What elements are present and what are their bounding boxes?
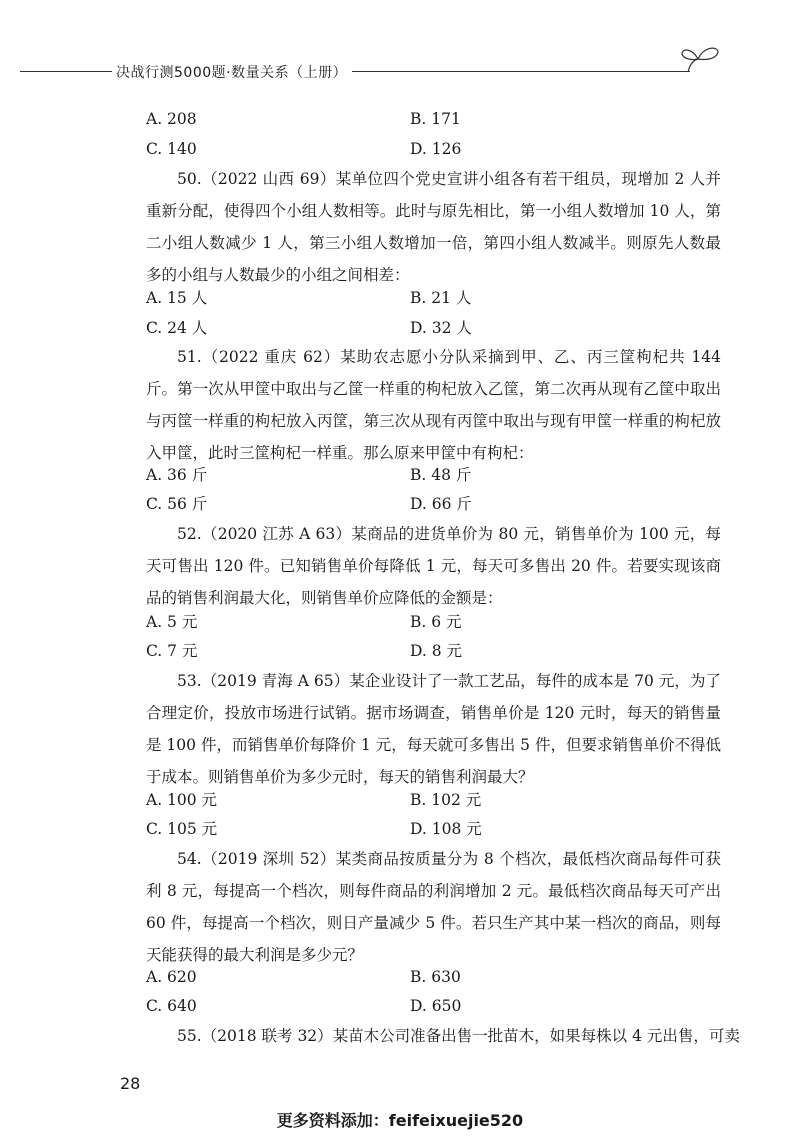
q52-option-a: A. 5 元 [146,613,198,631]
q53-option-c: C. 105 元 [146,820,218,838]
q54-option-c: C. 640 [146,997,197,1015]
q51-option-d: D. 66 斤 [410,495,472,513]
question-51: 51.（2022 重庆 62）某助农志愿小分队采摘到甲、乙、丙三筐枸杞共 144 斤。第一次从甲筐中取出与乙筐一样重的枸杞放入乙筐，第二次再从现有乙筐中取出与丙筐一样重的枸杞放入丙筐，第三次从现有丙筐中取出与现有甲筐一样重的枸杞放入甲筐，此时三筐枸杞一样重。那么原来甲筐中有枸杞： [146,348,721,462]
option-b: B. 171 [410,110,461,128]
q53-option-a: A. 100 元 [146,791,218,809]
question-54: 54.（2019 深圳 52）某类商品按质量分为 8 个档次，最低档次商品每件可获利 8 元，每提高一个档次，则每件商品的利润增加 2 元。最低档次商品每天可产出 60 件，每提高一个档次，则日产量减少 5 件。若只生产其中某一档次的商品，则每天能获得的最大利润是多少元？ [146,850,721,964]
question-53: 53.（2019 青海 A 65）某企业设计了一款工艺品，每件的成本是 70 元，为了合理定价，投放市场进行试销。据市场调查，销售单价是 120 元时，每天的销售量是 100 件，而销售单价每降价 1 元，每天就可多售出 5 件，但要求销售单价不得低于成本。则销售单价为多少元时，每天的销售利润最大？ [146,672,721,786]
q50-option-d: D. 32 人 [410,319,472,337]
q52-option-b: B. 6 元 [410,613,462,631]
q51-option-c: C. 56 斤 [146,495,208,513]
q53-option-d: D. 108 元 [410,820,482,838]
question-55: 55.（2018 联考 32）某苗木公司准备出售一批苗木，如果每株以 4 元出售，可卖 [177,1027,740,1045]
q53-option-b: B. 102 元 [410,791,482,809]
q51-option-b: B. 48 斤 [410,466,472,484]
q54-option-d: D. 650 [410,997,462,1015]
q54-option-b: B. 630 [410,968,461,986]
q51-option-a: A. 36 斤 [146,466,208,484]
q54-option-a: A. 620 [146,968,197,986]
page-number: 28 [120,1074,141,1093]
option-c: C. 140 [146,140,197,158]
q50-option-a: A. 15 人 [146,289,208,307]
option-d: D. 126 [410,140,462,158]
question-50: 50.（2022 山西 69）某单位四个党史宣讲小组各有若干组员，现增加 2 人并重新分配，使得四个小组人数相等。此时与原先相比，第一小组人数增加 10 人，第二小组人数减少 1 人，第三小组人数增加一倍，第四小组人数减半。则原先人数最多的小组与人数最少的小组之间相差： [146,170,721,284]
book-title: 决战行测5000题·数量关系（上册） [116,65,348,81]
q50-option-c: C. 24 人 [146,319,208,337]
option-a: A. 208 [146,110,197,128]
q50-option-b: B. 21 人 [410,289,472,307]
footer-note: 更多资料添加：feifeixuejie520 [276,1111,524,1130]
q52-option-d: D. 8 元 [410,642,463,660]
q52-option-c: C. 7 元 [146,642,198,660]
question-52: 52.（2020 江苏 A 63）某商品的进货单价为 80 元，销售单价为 100 元，每天可售出 120 件。已知销售单价每降低 1 元，每天可多售出 20 件。若要实现该商品的销售利润最大化，则销售单价应降低的金额是： [146,525,721,607]
